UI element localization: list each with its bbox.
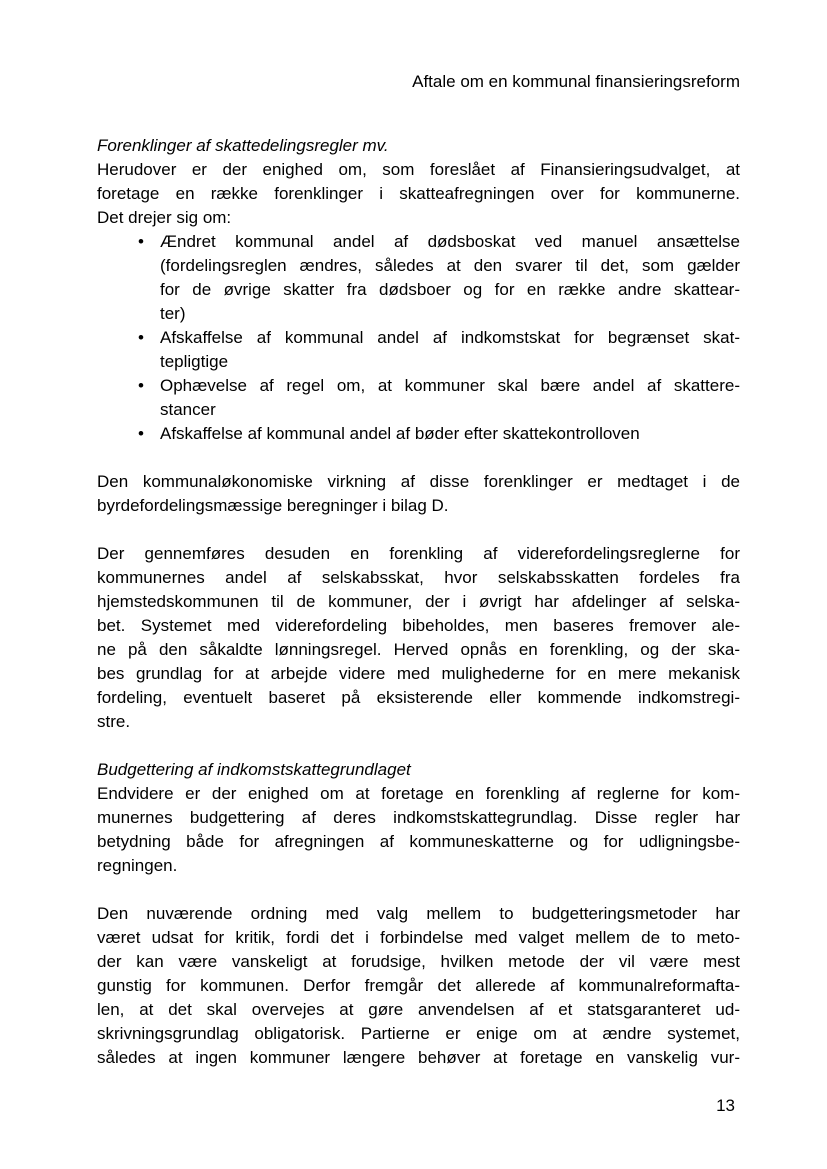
bullet-text xyxy=(160,326,740,374)
text-line: gunstig for kommunen. Derfor fremgår det allerede af kommunalreformafta- xyxy=(97,976,740,995)
text-line: Den kommunaløkonomiske virkning af disse forenklinger er medtaget i de xyxy=(97,472,740,491)
text-line: foretage en række forenklinger i skatteafregningen over for kommunerne. xyxy=(97,184,740,203)
text-line: således at ingen kommuner længere behøver at foretage en vanskelig vur- xyxy=(97,1048,740,1067)
list-item xyxy=(97,230,740,326)
paragraph xyxy=(97,158,740,230)
list-item xyxy=(97,374,740,422)
text-line: Afskaffelse af kommunal andel af bøder efter skattekontrolloven xyxy=(160,424,640,443)
text-line: (fordelingsreglen ændres, således at den svarer til det, som gælder xyxy=(160,256,740,275)
paragraph xyxy=(97,902,740,1070)
text-line: kommunernes andel af selskabsskat, hvor selskabsskatten fordeles fra xyxy=(97,568,740,587)
bullet-icon: • xyxy=(138,328,144,347)
text-line: stre. xyxy=(97,712,131,731)
text-line: betydning både for afregningen af kommuneskatterne og for udligningsbe- xyxy=(97,832,740,851)
text-line: ne på den såkaldte lønningsregel. Herved opnås en forenkling, og der ska- xyxy=(97,640,740,659)
document-body xyxy=(97,134,740,1070)
bullet-text xyxy=(160,230,740,326)
document-content xyxy=(97,70,740,1070)
text-line: regningen. xyxy=(97,856,178,875)
paragraph xyxy=(97,782,740,878)
text-line: len, at det skal overvejes at gøre anvendelsen af et statsgaranteret ud- xyxy=(97,1000,740,1019)
running-header: Aftale om en kommunal finansieringsreform xyxy=(412,72,740,91)
bullet-list xyxy=(97,230,740,446)
section-heading: Budgettering af indkomstskattegrundlaget xyxy=(97,760,411,779)
text-line: hjemstedskommunen til de kommuner, der i øvrigt har afdelinger af selska- xyxy=(97,592,740,611)
text-line: for de øvrige skatter fra dødsboer og for en række andre skattear- xyxy=(160,280,740,299)
text-line: Den nuværende ordning med valg mellem to budgetteringsmetoder har xyxy=(97,904,740,923)
bullet-text xyxy=(160,374,740,422)
text-line: Endvidere er der enighed om at foretage en forenkling af reglerne for kom- xyxy=(97,784,740,803)
text-line: Der gennemføres desuden en forenkling af viderefordelingsreglerne for xyxy=(97,544,740,563)
text-line: stancer xyxy=(160,400,216,419)
paragraph xyxy=(97,470,740,518)
bullet-text xyxy=(160,422,740,446)
text-line: fordeling, eventuelt baseret på eksisterende eller kommende indkomstregi- xyxy=(97,688,740,707)
text-line: tepligtige xyxy=(160,352,229,371)
text-line: der kan være vanskeligt at forudsige, hvilken metode der vil være mest xyxy=(97,952,740,971)
bullet-icon: • xyxy=(138,424,144,443)
text-line: Afskaffelse af kommunal andel af indkomstskat for begrænset skat- xyxy=(160,328,740,347)
text-line: Ophævelse af regel om, at kommuner skal bære andel af skattere- xyxy=(160,376,740,395)
text-line: været udsat for kritik, fordi det i forbindelse med valget mellem de to meto- xyxy=(97,928,740,947)
paragraph xyxy=(97,542,740,734)
bullet-icon: • xyxy=(138,376,144,395)
list-item xyxy=(97,422,740,446)
text-line: bet. Systemet med viderefordeling bibeholdes, men baseres fremover ale- xyxy=(97,616,740,635)
text-line: byrdefordelingsmæssige beregninger i bilag D. xyxy=(97,496,449,515)
text-line: bes grundlag for at arbejde videre med mulighederne for en mere mekanisk xyxy=(97,664,740,683)
page-number: 13 xyxy=(716,1096,735,1115)
list-item xyxy=(97,326,740,374)
text-line: Det drejer sig om: xyxy=(97,208,232,227)
text-line: ter) xyxy=(160,304,186,323)
text-line: munernes budgettering af deres indkomstskattegrundlag. Disse regler har xyxy=(97,808,740,827)
text-line: Herudover er der enighed om, som foreslået af Finansieringsudvalget, at xyxy=(97,160,740,179)
section-heading: Forenklinger af skattedelingsregler mv. xyxy=(97,136,389,155)
text-line: Ændret kommunal andel af dødsboskat ved manuel ansættelse xyxy=(160,232,740,251)
text-line: skrivningsgrundlag obligatorisk. Partierne er enige om at ændre systemet, xyxy=(97,1024,740,1043)
bullet-icon: • xyxy=(138,232,144,251)
